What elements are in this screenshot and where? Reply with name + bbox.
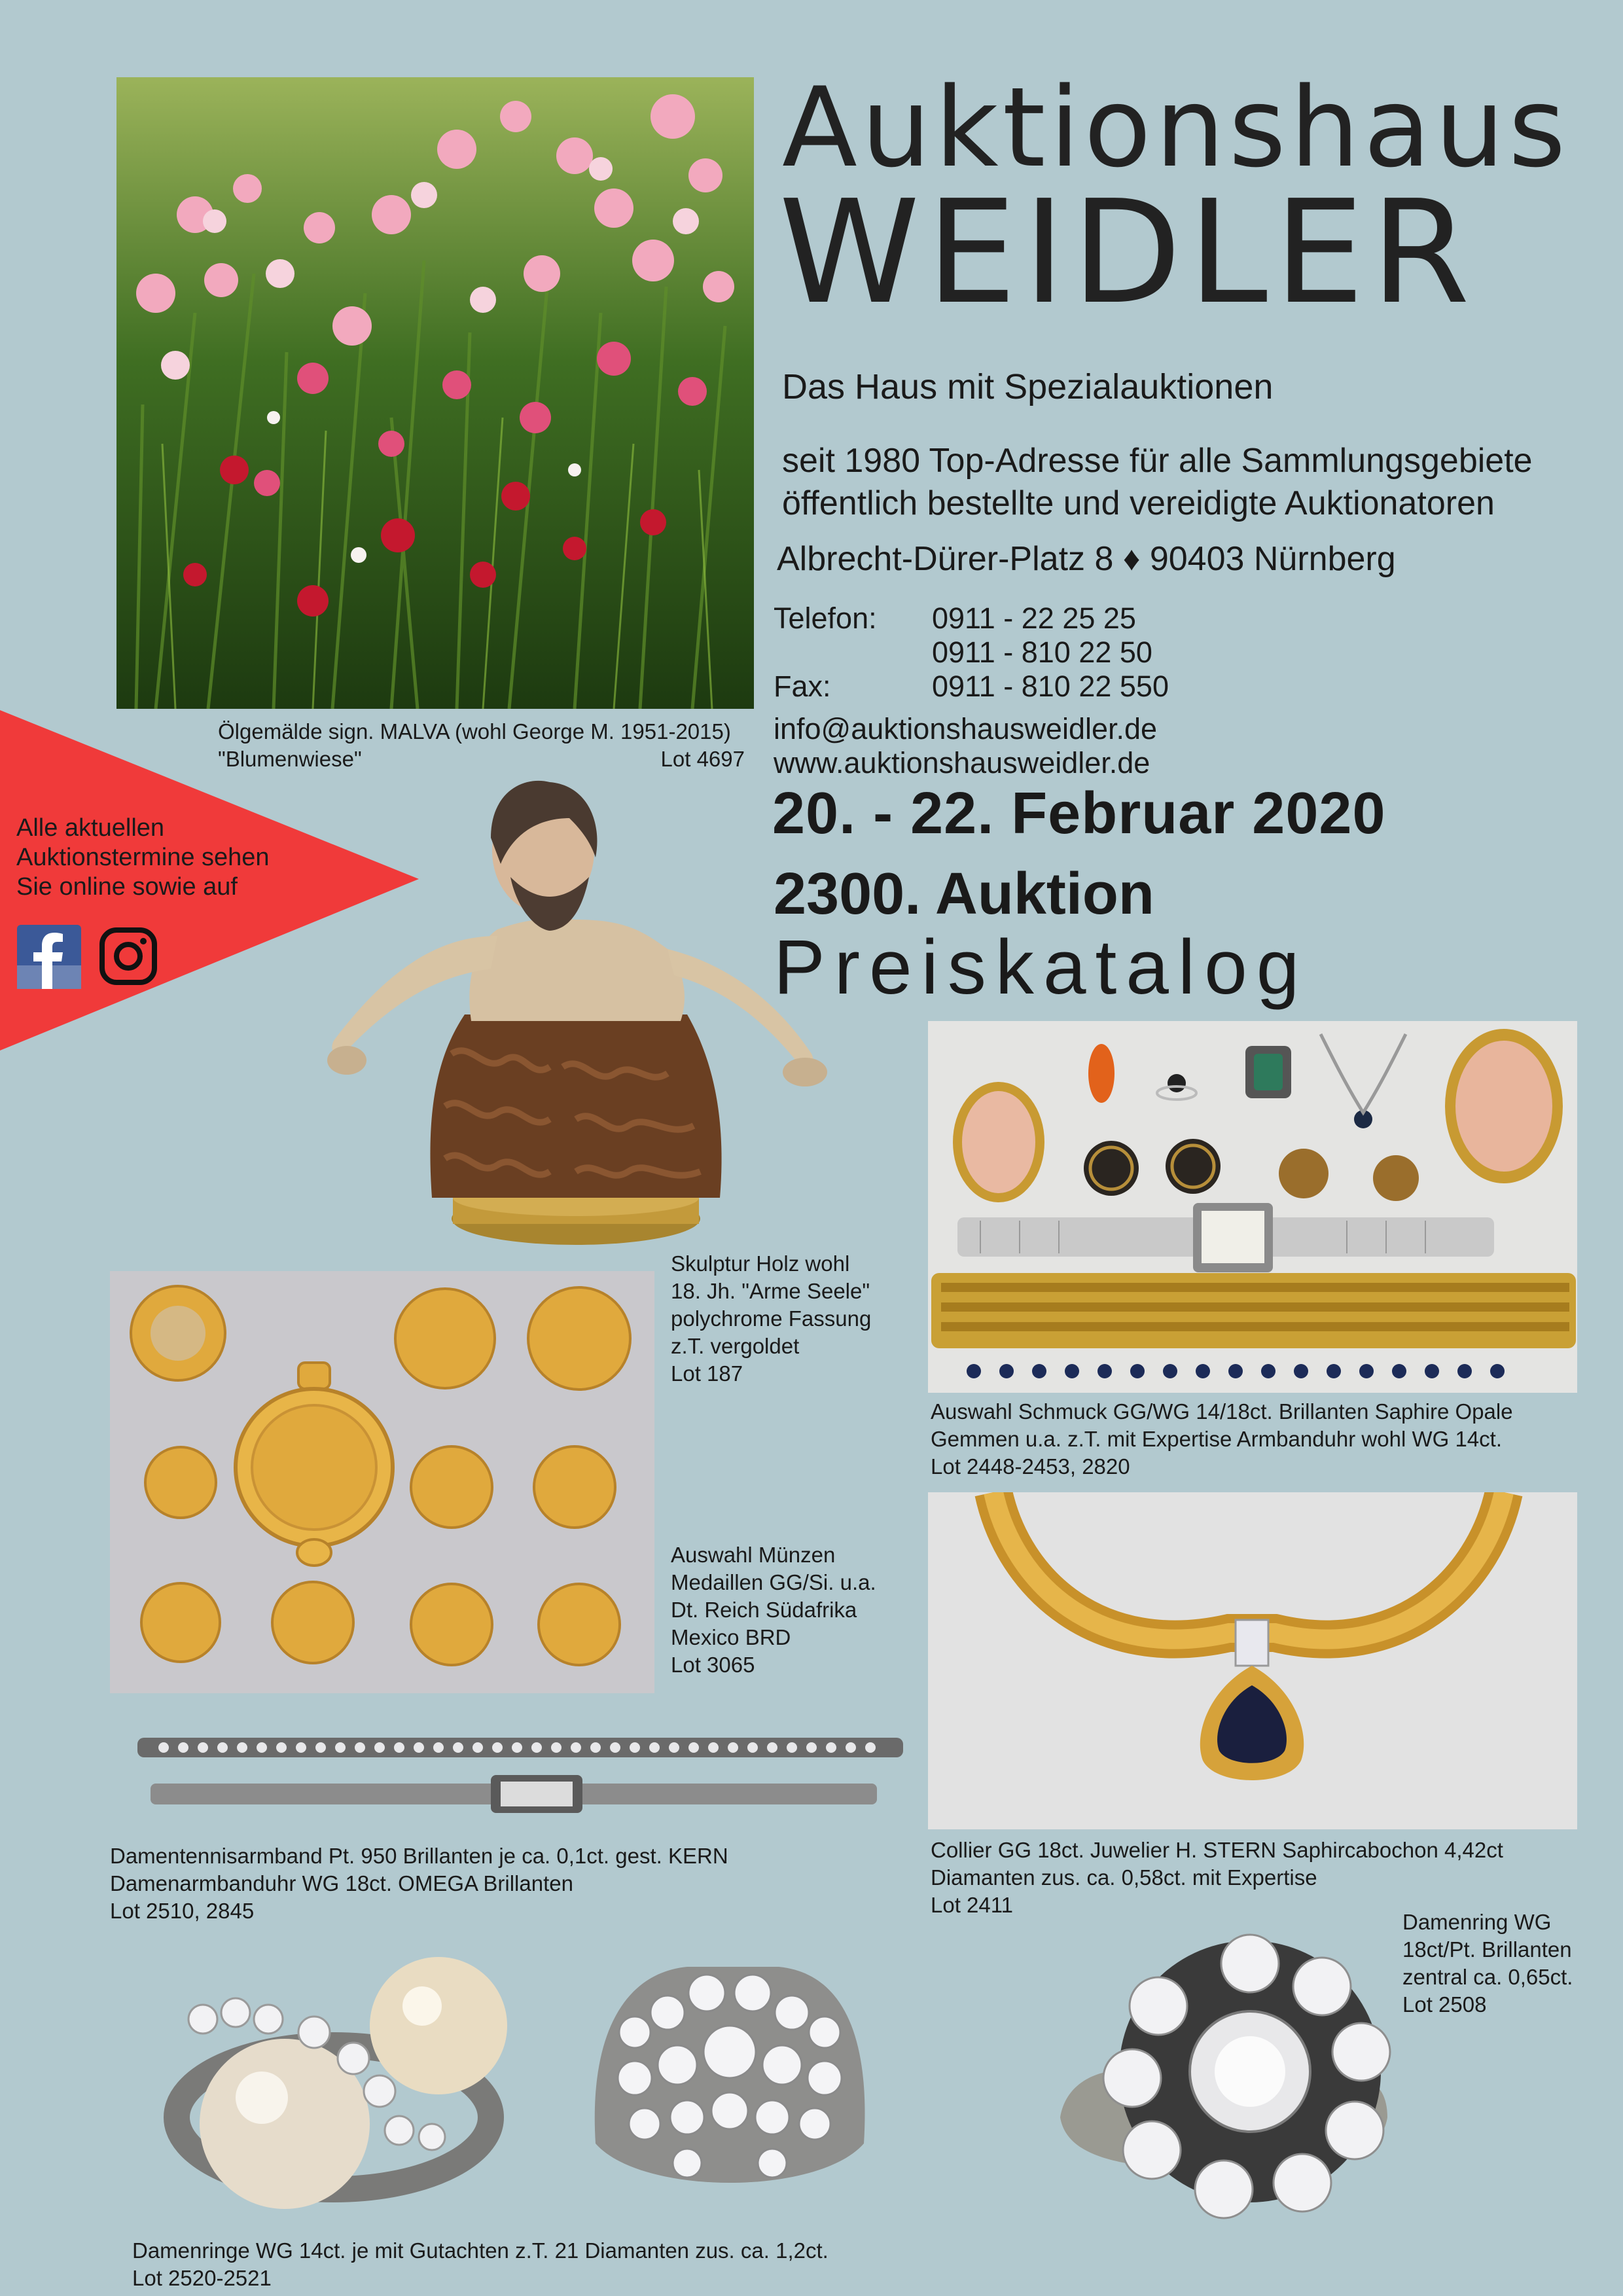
wooden-sculpture <box>301 779 851 1250</box>
promo-line-2: Auktionstermine sehen <box>16 844 270 871</box>
jewelry-svg <box>928 1021 1577 1393</box>
painting-caption-line1: Ölgemälde sign. MALVA (wohl George M. 1951-2015) <box>218 719 731 744</box>
bracelets-caption-line1: Damentennisarmband Pt. 950 Brillanten je ca. 0,1ct. gest. KERN <box>110 1844 728 1868</box>
painting-title: "Blumenwiese" <box>218 747 362 771</box>
coins-caption-line2: Medaillen GG/Si. u.a. <box>671 1570 876 1594</box>
coins-caption-line5: Lot 3065 <box>671 1653 755 1677</box>
painting-svg <box>116 77 754 709</box>
flower-meadow-painting <box>116 77 754 709</box>
painting-lot: Lot 4697 <box>660 747 745 771</box>
promo-text <box>16 814 270 902</box>
website-link[interactable]: www.auktionshausweidler.de <box>774 746 1150 780</box>
promo-line-3: Sie online sowie auf <box>16 873 238 901</box>
collier-svg <box>928 1492 1577 1829</box>
jewelry-caption-line2: Gemmen u.a. z.T. mit Expertise Armbanduhr wohl WG 14ct. <box>931 1427 1502 1451</box>
instagram-icon[interactable] <box>98 926 158 986</box>
coins-caption-line3: Dt. Reich Südafrika <box>671 1598 857 1622</box>
bracelets-svg <box>118 1715 923 1826</box>
promo-line-1: Alle aktuellen <box>16 814 165 842</box>
fax-label: Fax: <box>774 670 831 703</box>
jewelry-caption <box>931 1398 1513 1480</box>
phone-number-2[interactable]: 0911 - 810 22 50 <box>932 636 1152 669</box>
auction-number: 2300. Auktion <box>774 861 1154 927</box>
sculpture-caption <box>671 1250 871 1388</box>
phone-number-1[interactable]: 0911 - 22 25 25 <box>932 601 1136 635</box>
jewelry-caption-line3: Lot 2448-2453, 2820 <box>931 1454 1130 1479</box>
bracelets-photo <box>118 1715 923 1826</box>
ring-single-caption-line2: 18ct/Pt. Brillanten <box>1402 1937 1572 1962</box>
collier-caption-line2: Diamanten zus. ca. 0,58ct. mit Expertise <box>931 1865 1317 1890</box>
since-line-2: öffentlich bestellte und vereidigte Auktionatoren <box>782 484 1495 522</box>
sculpture-caption-line5: Lot 187 <box>671 1361 743 1386</box>
coins-svg <box>110 1271 654 1693</box>
rings-caption-line2: Lot 2520-2521 <box>132 2266 272 2290</box>
sculpture-caption-line1: Skulptur Holz wohl <box>671 1251 850 1276</box>
email-link[interactable]: info@auktionshausweidler.de <box>774 712 1158 745</box>
phone-label: Telefon: <box>774 601 877 635</box>
bracelets-caption-line2: Damenarmbanduhr WG 18ct. OMEGA Brillanten <box>110 1871 573 1895</box>
rings-svg <box>164 1921 1472 2222</box>
collier-caption-line1: Collier GG 18ct. Juwelier H. STERN Saphircabochon 4,42ct <box>931 1838 1503 1862</box>
facebook-icon[interactable] <box>17 925 81 989</box>
gold-coins-photo <box>110 1271 654 1693</box>
sculpture-caption-line4: z.T. vergoldet <box>671 1334 800 1358</box>
coins-caption-line4: Mexico BRD <box>671 1625 791 1649</box>
jewelry-caption-line1: Auswahl Schmuck GG/WG 14/18ct. Brillanten Saphire Opale <box>931 1399 1513 1424</box>
sculpture-caption-line2: 18. Jh. "Arme Seele" <box>671 1279 870 1303</box>
coins-caption <box>671 1541 876 1679</box>
jewelry-assortment-photo <box>928 1021 1577 1393</box>
diamond-rings-photo <box>164 1921 1472 2222</box>
sculpture-caption-line3: polychrome Fassung <box>671 1306 872 1331</box>
ring-single-caption-line3: zentral ca. 0,65ct. <box>1402 1965 1573 1989</box>
gold-collier-photo <box>928 1492 1577 1829</box>
collier-caption <box>931 1837 1503 1919</box>
brand-name-line2: WEIDLER <box>779 170 1477 336</box>
rings-caption-line1: Damenringe WG 14ct. je mit Gutachten z.T. 21 Diamanten zus. ca. 1,2ct. <box>132 2238 829 2263</box>
ring-single-caption-line1: Damenring WG <box>1402 1910 1552 1934</box>
bracelets-caption <box>110 1842 728 1925</box>
address: Albrecht-Dürer-Platz 8 ♦ 90403 Nürnberg <box>777 540 1396 578</box>
auction-date: 20. - 22. Februar 2020 <box>772 781 1386 846</box>
brand-name-line1: Auktionshaus <box>782 63 1570 192</box>
ring-single-caption-line4: Lot 2508 <box>1402 1992 1487 2017</box>
ring-single-caption <box>1402 1909 1573 2018</box>
tagline: Das Haus mit Spezialauktionen <box>782 367 1274 406</box>
bracelets-caption-line3: Lot 2510, 2845 <box>110 1899 255 1923</box>
collier-caption-line3: Lot 2411 <box>931 1893 1014 1917</box>
coins-caption-line1: Auswahl Münzen <box>671 1543 836 1567</box>
sculpture-svg <box>301 779 851 1250</box>
fax-number: 0911 - 810 22 550 <box>932 670 1169 703</box>
catalog-title: Preiskatalog <box>774 924 1309 1011</box>
since-line-1: seit 1980 Top-Adresse für alle Sammlungsgebiete <box>782 442 1533 480</box>
rings-caption <box>132 2237 829 2292</box>
